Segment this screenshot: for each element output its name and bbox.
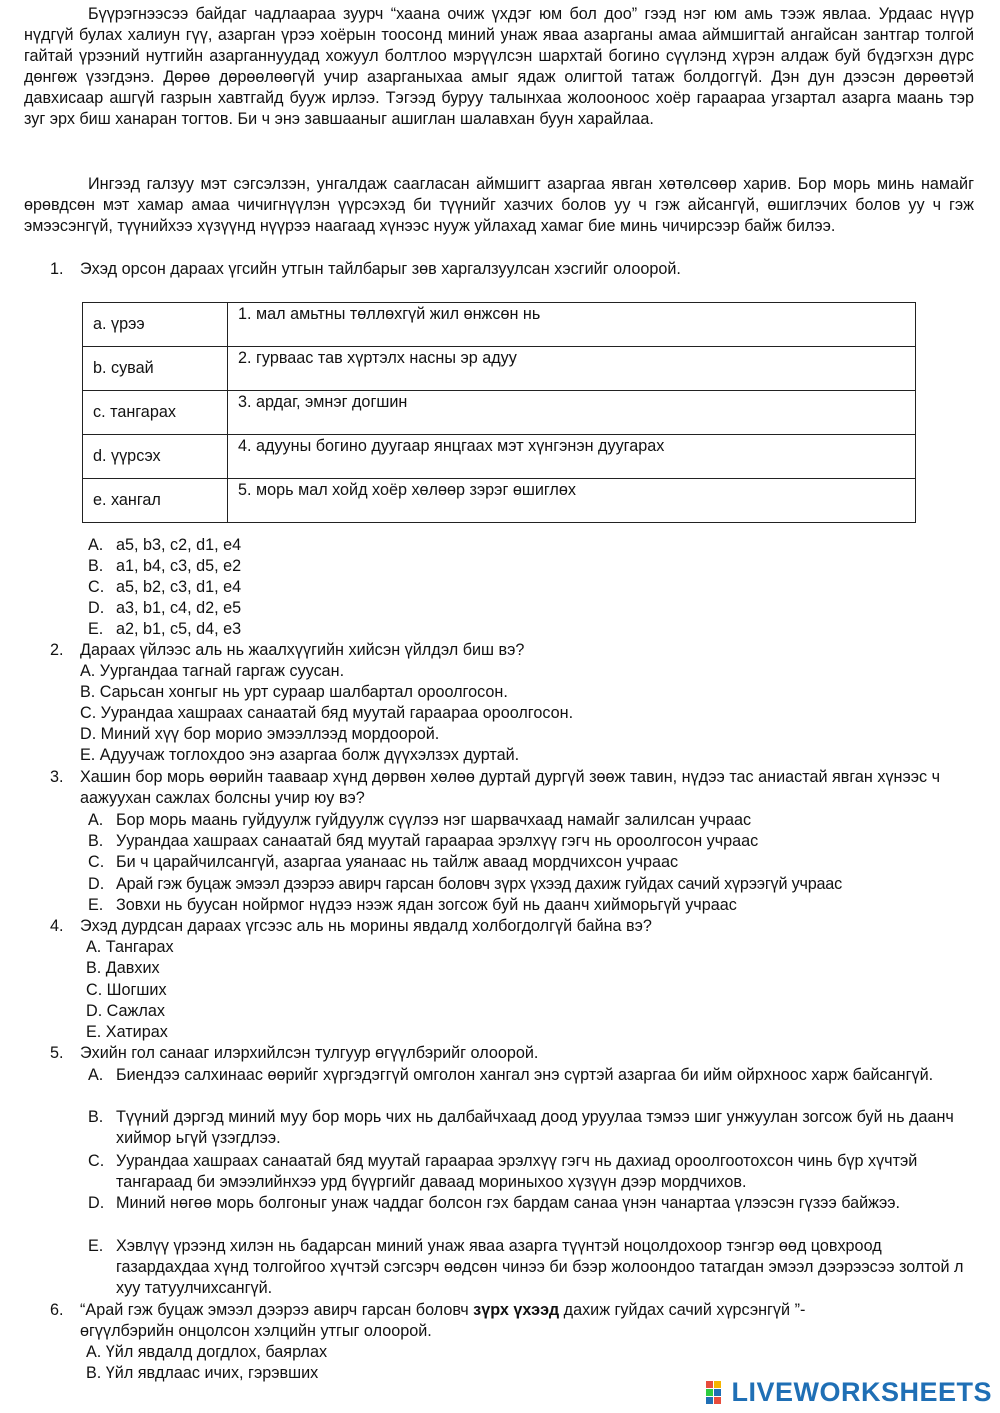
answer-option[interactable]: Бор морь маань гуйдуулж гуйдуулж сүүлээ нэг шарвачхаад намайг залилсан учраас (116, 811, 752, 829)
answer-option[interactable]: Миний нөгөө морь болгоныг унаж чаддаг болсон гэх бардам санаа үнэн чанартаа үлээсэн гүзээ байжээ. (116, 1194, 900, 1212)
question-1-text: Эхэд орсон дараах үгсийн утгын тайлбарыг зөв харгалзуулсан хэсгийг олоорой. (80, 260, 681, 278)
answer-option-label: Е. (88, 896, 104, 914)
liveworksheets-logo (706, 1377, 992, 1407)
answer-option[interactable]: Хэвлүү үрээнд хилэн нь бадарсан миний унаж яваа азарга түүнтэй ноцолдохоор тэнгэр өөд цовхроод газардахдаа хүнд толгойгоо хүчтэй сэгсэрч өөдсөн чинээ би бээр жолоондоо татагдан эмээл дээрээсээ золтой л хуу татуулчихсангүй. (116, 1237, 964, 1297)
answer-option[interactable]: Зовхи нь буусан нойрмог нүдээ нээж ядан зогсож буй нь даанч хийморьгүй учраас (116, 896, 737, 914)
answer-option[interactable]: a3, b1, c4, d2, e5 (116, 599, 242, 617)
question-4-text: Эхэд дурдсан дараах үгсээс аль нь морины явдалд холбогдолгүй байна вэ? (80, 917, 652, 935)
answer-option-label: А. (88, 1066, 104, 1084)
answer-option-label: D. (88, 599, 105, 617)
logo-mark-icon (706, 1381, 728, 1403)
question-6-text-part: дахиж гуйдах сачий хүрсэнгүй ”- (559, 1301, 806, 1319)
answer-option[interactable]: С. Уурандаа хашраах санаатай бяд муутай гараараа ороолгосон. (80, 704, 574, 722)
term-cell: c. тангарах (83, 391, 228, 435)
answer-option-label: Е. (88, 1237, 104, 1255)
question-3-text: Хашин бор морь өөрийн тааваар хүнд дөрвөн хөлөө дуртай дургүй зөөж тавин, нүдээ тас аниастай явган хүнээс ч аажуухан сажлах болсны учир юу вэ? (80, 768, 941, 807)
question-6-text-line2: өгүүлбэрийн онцолсон хэлцийн утгыг олоорой. (80, 1322, 432, 1340)
logo-square (714, 1389, 721, 1396)
answer-option-label: С. (88, 853, 105, 871)
answer-option[interactable]: Уурандаа хашраах санаатай бяд муутай гараараа эрэлхүү гэгч нь дахиад ороолгоотохсон чинь бүр хүчтэй тангараад би эмээлийнхээ урд бүүргийг даваад мориныхоо хүзүүн дээр мордчихов. (116, 1152, 918, 1191)
answer-option[interactable]: Е. Адуучаж тоглохдоо энэ азаргаа болж дүүхэлзэх дуртай. (80, 746, 520, 764)
logo-square (714, 1397, 721, 1404)
answer-option-label: A. (88, 536, 104, 554)
answer-option[interactable]: Биендээ салхинаас өөрийг хүргэдэггүй омголон хангал энэ сүртэй азаргаа би ийм ойрхноос харж байсангүй. (116, 1066, 934, 1084)
logo-square (714, 1381, 721, 1388)
table-row (83, 347, 916, 391)
question-number: 1. (50, 260, 64, 278)
definition-cell: 1. мал амьтны төллөхгүй жил өнжсөн нь (228, 303, 916, 347)
answer-option[interactable]: Е. Хатирах (86, 1023, 168, 1041)
question-5-text: Эхийн гол санааг илэрхийлсэн тулгуур өгүүлбэрийг олоорой. (80, 1044, 539, 1062)
table-row (83, 435, 916, 479)
answer-option[interactable]: a2, b1, c5, d4, e3 (116, 620, 242, 638)
answer-option-label: В. (88, 1108, 104, 1126)
term-cell: a. үрээ (83, 303, 228, 347)
passage-paragraph-2 (24, 174, 974, 237)
passage-text: Бүүрэгнээсээ байдаг чадлаараа зуурч “хаана очиж үхдэг юм бол доо” гээд нэг юм амь тээж явлаа. Урдаас нүүр нүдгүй булах халиун гүү, азарган үрээ хоёрын тоосонд миний унаж яваа азарганы амаа аймшигтай ангайсан зантгар толгой гайтай үрээний нутгийн азарганнуудад хожуул болтлоо мэрүүлсэн шархтай богино сүүлэнд хүрэн алдаж буй бүдэгхэн дүрс дөнгөж үзэгдэнэ. Дөрөө дөрөөлөөгүй учир азарганыхаа амыг ядаж олигтой татаж болдоггүй. Дэн дун дээсэн дөрөөтэй давхисаар ашгүй газрын хавтгайд бууж ирлээ. Тэгээд буруу талынхаа жолооноос хоёр гараараа угзартал азарга маань тэр зуг эрх биш ханаран тогтов. Би ч энэ завшааныг ашиглан шалавхан буун харайлаа. (24, 5, 974, 128)
definition-cell: 3. ардаг, эмнэг догшин (228, 391, 916, 435)
answer-option[interactable]: Түүний дэргэд миний муу бор морь чих нь далбайчхаад доод уруулаа тэмээ шиг унжуулан зогсож буй нь даанч хиймор ьгүй үзэгдлээ. (116, 1108, 954, 1147)
term-cell: d. үүрсэх (83, 435, 228, 479)
term-cell: b. сувай (83, 347, 228, 391)
question-number: 3. (50, 768, 64, 786)
answer-option[interactable]: В. Сарьсан хонгыг нь урт сураар шалбартал ороолгосон. (80, 683, 508, 701)
logo-square (706, 1397, 713, 1404)
question-2-text: Дараах үйлээс аль нь жаалхүүгийн хийсэн үйлдэл биш вэ? (80, 641, 525, 659)
highlighted-phrase: зүрх үхээд (473, 1301, 560, 1319)
question-6-text-part: “Арай гэж буцаж эмээл дээрээ авирч гарсан боловч (80, 1301, 474, 1319)
answer-option[interactable]: a1, b4, c3, d5, e2 (116, 557, 242, 575)
question-6-text (80, 1300, 975, 1321)
term-cell: e. хангал (83, 479, 228, 523)
answer-option-label: B. (88, 557, 104, 575)
answer-option-label: E. (88, 620, 104, 638)
answer-option[interactable]: С. Шогших (86, 981, 167, 999)
passage-paragraph-1 (24, 4, 974, 130)
answer-option[interactable]: А. Үйл явдалд догдлох, баярлах (86, 1343, 328, 1361)
logo-square (706, 1389, 713, 1396)
answer-option[interactable]: Уурандаа хашраах санаатай бяд муутай гараараа эрэлхүү гэгч нь ороолгосон учраас (116, 832, 759, 850)
table-row (83, 479, 916, 523)
table-row (83, 391, 916, 435)
passage-text: Ингээд галзуу мэт сэгсэлзэн, унгалдаж саагласан аймшигт азаргаа явган хөтөлсөөр харив. Бор морь минь намайг өрөвдсөн мэт хамар амаа чичигнүүлэн үүрсэхэд би түүнийг хазчих болов уу ч гэж айсангүй, өшиглэчих болов уу ч гэж эмээсэнгүй, түүнийхээ хүзүүнд нүүрээ наагаад хүнээс нууж уйлахад хамаг бие минь чичирсээр байж билээ. (24, 175, 974, 235)
logo-text: LIVEWORKSHEETS (731, 1376, 992, 1407)
answer-option-label: C. (88, 578, 105, 596)
vocabulary-table (82, 302, 916, 523)
logo-square (706, 1381, 713, 1388)
question-number: 4. (50, 917, 64, 935)
answer-option[interactable]: А. Тангарах (86, 938, 174, 956)
question-number: 2. (50, 641, 64, 659)
definition-cell: 5. морь мал хойд хоёр хөлөөр зэрэг өшиглөх (228, 479, 916, 523)
answer-option[interactable]: В. Үйл явдлаас ичих, гэрэвших (86, 1364, 319, 1382)
answer-option-label: D. (88, 1194, 105, 1212)
answer-option[interactable]: a5, b3, c2, d1, e4 (116, 536, 242, 554)
answer-option-label: А. (88, 811, 104, 829)
answer-option-label: В. (88, 832, 104, 850)
answer-option[interactable]: В. Давхих (86, 959, 160, 977)
answer-option[interactable]: a5, b2, c3, d1, e4 (116, 578, 242, 596)
question-number: 6. (50, 1301, 64, 1319)
answer-option-label: D. (88, 875, 105, 893)
answer-option[interactable]: Би ч царайчилсангүй, азаргаа уяанаас нь тайлж аваад мордчихсон учраас (116, 853, 679, 871)
answer-option[interactable]: D. Сажлах (86, 1002, 165, 1020)
question-number: 5. (50, 1044, 64, 1062)
answer-option-label: С. (88, 1152, 105, 1170)
table-row (83, 303, 916, 347)
definition-cell: 4. адууны богино дуугаар янцгаах мэт хүнгэнэн дуугарах (228, 435, 916, 479)
answer-option[interactable]: Арай гэж буцаж эмээл дээрээ авирч гарсан боловч зүрх үхээд дахиж гуйдах сачий хүрээгүй учраас (116, 875, 843, 893)
definition-cell: 2. гурваас тав хүртэлх насны эр адуу (228, 347, 916, 391)
answer-option[interactable]: D. Миний хүү бор морио эмээллээд мордоорой. (80, 725, 440, 743)
answer-option[interactable]: А. Уургандаа тагнай гаргаж суусан. (80, 662, 345, 680)
